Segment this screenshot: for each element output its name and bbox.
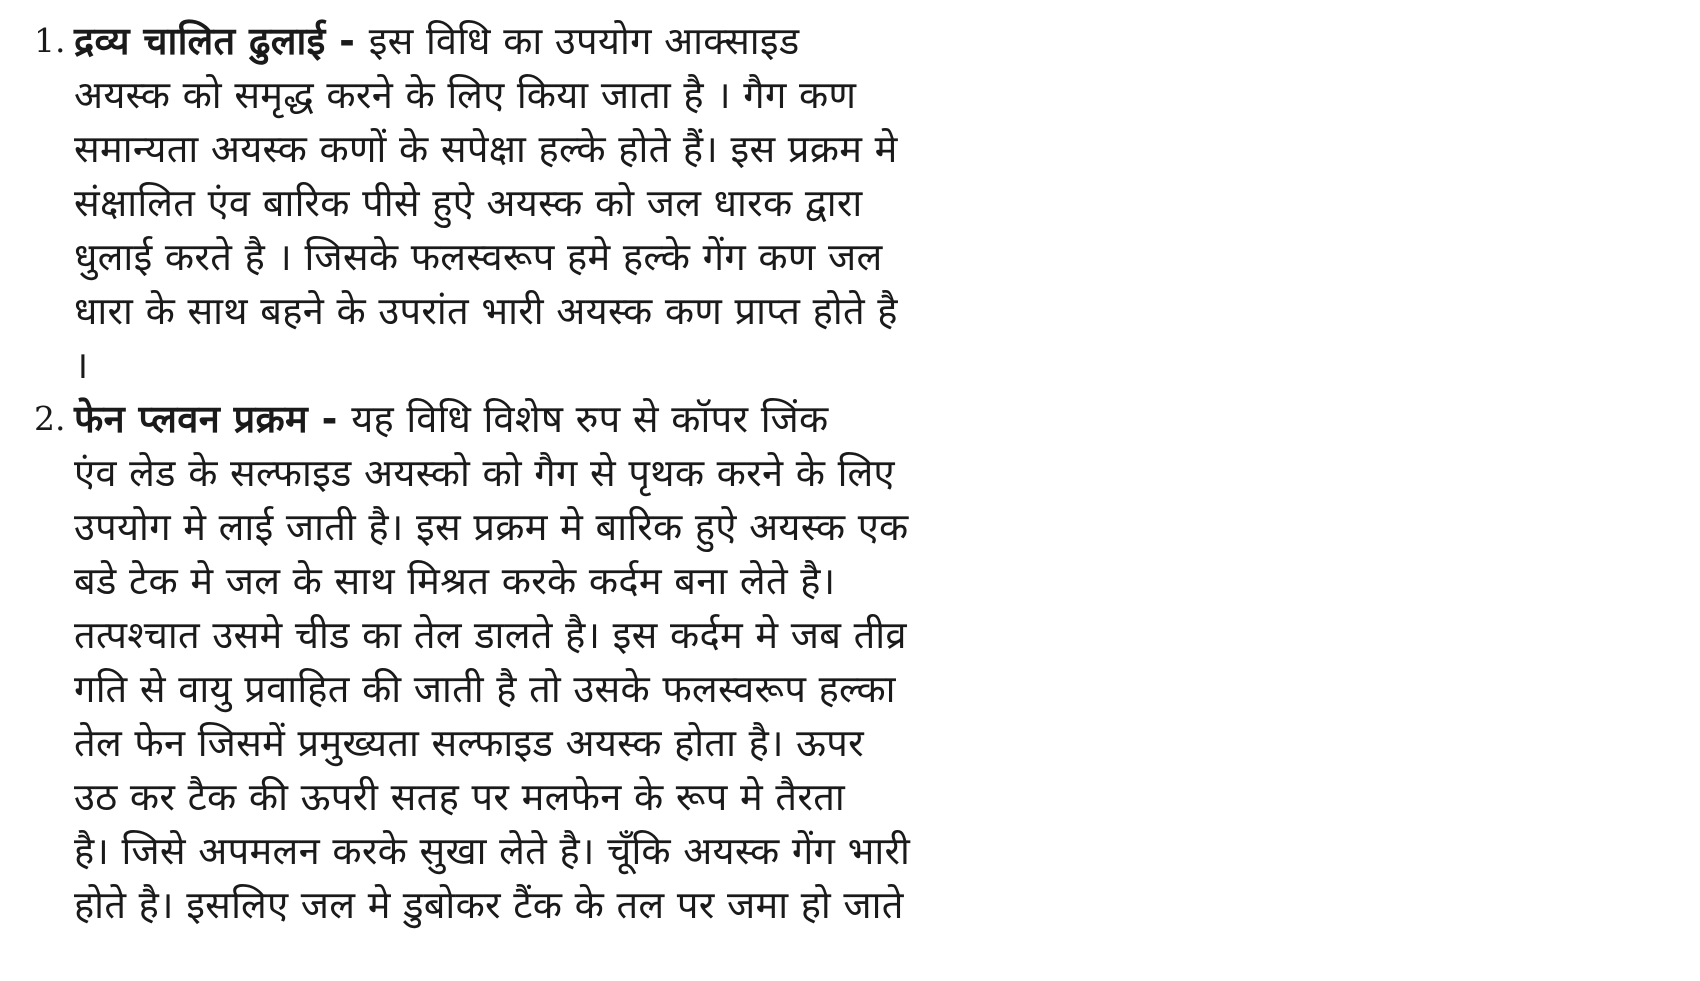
text-line: तेल फेन जिसमें प्रमुख्यता सल्फाइड अयस्क होता है। ऊपर — [74, 721, 865, 765]
list-item-2 — [30, 392, 1190, 932]
list-item-1 — [30, 14, 1190, 392]
text-line: संक्षालित एंव बारिक पीसेे हुऐ अयस्क को जल धारक द्वारा — [74, 181, 863, 225]
text-line: धारा के साथ बहने के उपरांत भारी अयस्क कण प्राप्त होते है — [74, 289, 898, 333]
item-first-line-text: इस विधि का उपयोग आक्साइड — [368, 19, 800, 63]
text-line: धुलाई करते है । जिसके फलस्वरूप हमे हल्के गेंग कण जल — [74, 235, 883, 279]
text-line: समान्यता अयस्क कणों के सपेक्षा हल्के होते हैं। इस प्रक्रम मे — [74, 127, 898, 171]
item-term: द्रव्य चालित ढुलाई — [74, 19, 326, 63]
text-line: है। जिसे अपमलन करके सुखा लेते है। चूँकि अयस्क गेंग भारी — [74, 829, 911, 873]
text-line: अयस्क को समृद्ध करने के लिए किया जाता है । गैग कण — [74, 73, 857, 117]
text-line: गति से वायु प्रवाहित की जाती है तो उसके फलस्वरूप हल्का — [74, 667, 896, 711]
document-body — [30, 14, 1190, 932]
item-number: 2. — [34, 399, 66, 438]
text-line: उठ कर टैक की ऊपरी सतह पर मलफेन के रूप मे तैरता — [74, 775, 846, 819]
item-first-line — [74, 14, 1190, 68]
item-first-line — [74, 392, 1190, 446]
item-term: फेन प्लवन प्रक्रम — [74, 397, 309, 441]
text-line: । — [74, 343, 89, 387]
item-dash: - — [325, 19, 369, 63]
text-line: उपयोग मे लाई जाती है। इस प्रक्रम मे बारिक हुऐ अयस्क एक — [74, 505, 909, 549]
text-line: तत्पश्चात उसमे चीड का तेल डालते है। इस कर्दम मे जब तीव्र — [74, 613, 907, 657]
item-first-line-text: यह विधि विशेष रुप से कॉपर जिंक — [351, 397, 829, 441]
item-number: 1. — [34, 21, 66, 60]
text-line: बडे टेक मे जल के साथ मिश्रत करके कर्दम बना लेते है। — [74, 559, 836, 603]
text-line: एंव लेड के सल्फाइड अयस्को को गैग से पृथक करने के लिए — [74, 451, 895, 495]
text-line: होते है। इसलिए जल मे डुबोकर टैंक के तल पर जमा हो जाते — [74, 883, 904, 927]
item-dash: - — [308, 397, 352, 441]
